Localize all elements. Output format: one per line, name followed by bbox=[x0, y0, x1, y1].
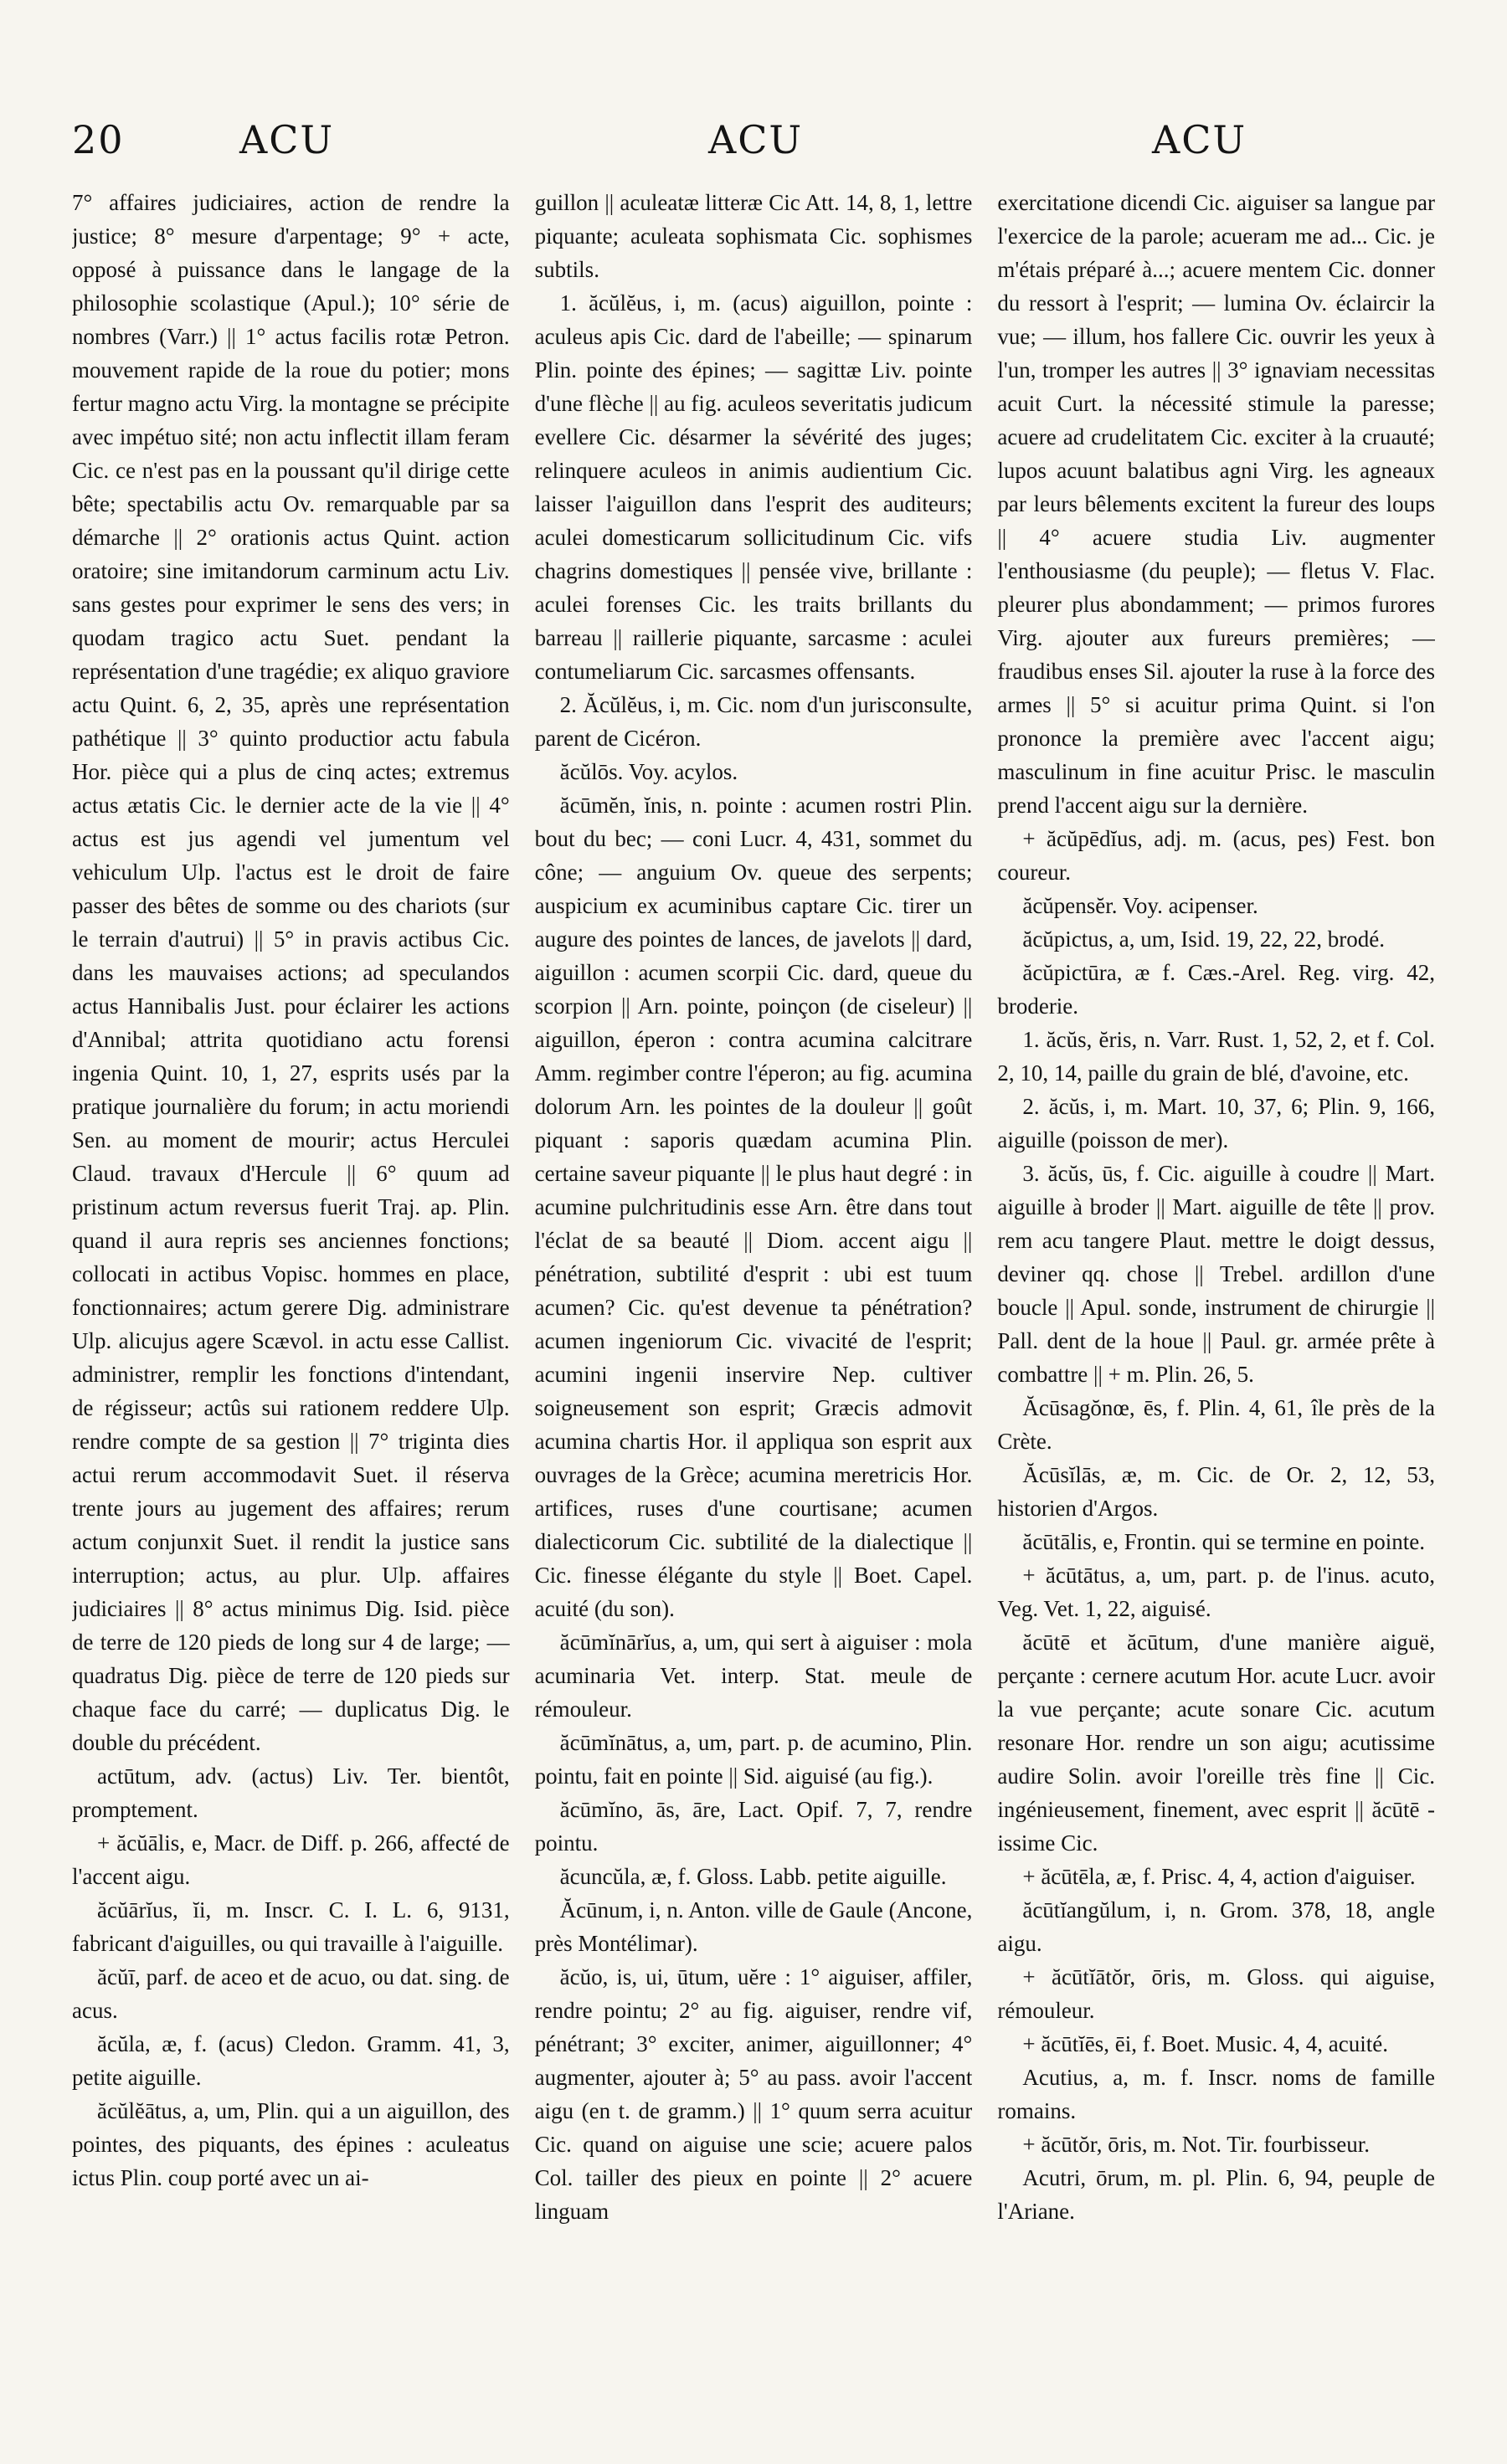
dictionary-entry: ăcūmĕn, ĭnis, n. pointe : acumen rostri Plin. bout du bec; — coni Lucr. 4, 431, sommet du cône; — anguium Ov. queue des serpents; auspicium ex acuminibus captare Cic. tirer un augure des pointes de lances, de javelots || dard, aiguillon : acumen scorpii Cic. dard, queue du scorpion || Arn. pointe, poinçon (de ciseleur) || aiguillon, éperon : contra acumina calcitrare Amm. regimber contre l'éperon; au fig. acumina dolorum Arn. les pointes de la douleur || goût piquant : saporis quædam acumina Plin. certaine saveur piquante || le plus haut degré : in acumine pulchritudinis esse Arn. être dans tout l'éclat de sa beauté || Diom. accent aigu || pénétration, subtilité d'esprit : ubi est tuum acumen? Cic. qu'est devenue ta pénétration? acumen ingeniorum Cic. vivacité de l'esprit; acumini ingenii inservire Nep. cultiver soigneusement son esprit; Græcis admovit acumina chartis Hor. il appliqua son esprit aux ouvrages de la Grèce; acumina meretricis Hor. artifices, ruses d'une courtisane; acumen dialecticorum Cic. subtilité de la dialectique || Cic. finesse élégante du style || Boet. Capel. acuité (du son). bbox=[534, 793, 973, 1621]
dictionary-entry: ăcŭī, parf. de aceo et de acuo, ou dat. sing. de acus. bbox=[72, 1964, 510, 2023]
continued-text: 7° affaires judiciaires, action de rendre la justice; 8° mesure d'arpentage; 9° + acte, opposé à puissance dans le langage de la philosophie scolastique (Apul.); 10° série de nombres (Varr.) || 1° actus facilis rotæ Petron. mouvement rapide de la roue du potier; mons fertur magno actu Virg. la montagne se précipite avec impétuo sité; non actu inflectit illam feram Cic. ce n'est pas en la poussant qu'il dirige cette bête; spectabilis actu Ov. remarquable par sa démarche || 2° orationis actus Quint. action oratoire; sine imitandorum carminum actu Liv. sans gestes pour exprimer le sens des vers; in quodam tragico actu Suet. pendant la représentation d'une tragédie; ex aliquo graviore actu Quint. 6, 2, 35, après une représentation pathétique || 3° quinto productior actu fabula Hor. pièce qui a plus de cinq actes; extremus actus ætatis Cic. le dernier acte de la vie || 4° actus est jus agendi vel jumentum vel vehiculum Ulp. l'actus est le droit de faire passer des bêtes de somme ou des chariots (sur le terrain d'autrui) || 5° in pravis actibus Cic. dans les mauvaises actions; ad speculandos actus Hannibalis Just. pour éclairer les actions d'Annibal; attrita quotidiano actu forensi ingenia Quint. 10, 1, 27, esprits usés par la pratique journalière du forum; in actu moriendi Sen. au moment de mourir; actus Herculei Claud. travaux d'Hercule || 6° quum ad pristinum actum reversus fuerit Traj. ap. Plin. quand il aura repris ses anciennes fonctions; collocati in actibus Vopisc. hommes en place, fonctionnaires; actum gerere Dig. administrare Ulp. alicujus agere Scævol. in actu esse Callist. administrer, remplir les fonctions d'intendant, de régisseur; actûs sui rationem reddere Ulp. rendre compte de sa gestion || 7° triginta dies actui rerum accommodavit Suet. il réserva trente jours au jugement des affaires; rerum actum conjunxit Suet. il rendit la justice sans interruption; actus, au plur. Ulp. affaires judiciaires || 8° actus minimus Dig. Isid. pièce de terre de 120 pieds de long sur 4 de large; — quadratus Dig. pièce de terre de 120 pieds sur chaque face du carré; — duplicatus Dig. le double du précédent. bbox=[72, 190, 510, 1755]
dictionary-entry: ăcūtālis, e, Frontin. qui se termine en pointe. bbox=[1022, 1529, 1425, 1554]
dictionary-entry: ăcūmĭnātus, a, um, part. p. de acumino, Plin. pointu, fait en pointe || Sid. aiguisé (au fig.). bbox=[534, 1730, 973, 1789]
dictionary-entry: + ăcūtēla, æ, f. Prisc. 4, 4, action d'aiguiser. bbox=[1022, 1864, 1416, 1889]
dictionary-entry: + ăcūtŏr, ōris, m. Not. Tir. fourbisseur. bbox=[1022, 2132, 1370, 2157]
continued-text: exercitatione dicendi Cic. aiguiser sa langue par l'exercice de la parole; acueram me ad... Cic. je m'étais préparé à...; acuere mentem Cic. donner du ressort à l'esprit; — lumina Ov. éclaircir la vue; — illum, hos fallere Cic. ouvrir les yeux à l'un, tromper les autres || 3° ignaviam necessitas acuit Curt. la nécessité stimule la paresse; acuere ad crudelitatem Cic. exciter à la cruauté; lupos acuunt balatibus agni Virg. les agneaux par leurs bêlements excitent la fureur des loups || 4° acuere studia Liv. augmenter l'enthousiasme (du peuple); — fletus V. Flac. pleurer plus abondamment; — primos furores Virg. ajouter aux fureurs premières; — fraudibus enses Sil. ajouter la ruse à la force des armes || 5° si acuitur prima Quint. si l'on prononce la première avec l'accent aigu; masculinum in fine acuitur Prisc. le masculin prend l'accent aigu sur la dernière. bbox=[997, 190, 1436, 818]
dictionary-entry: Acutius, a, m. f. Inscr. noms de famille romains. bbox=[997, 2065, 1436, 2123]
column-middle bbox=[535, 186, 973, 2437]
dictionary-entry: + ăcūtĭēs, ēi, f. Boet. Music. 4, 4, acuité. bbox=[1022, 2031, 1388, 2056]
continued-text: guillon || aculeatæ litteræ Cic Att. 14, 8, 1, lettre piquante; aculeata sophismata Cic. sophismes subtils. bbox=[534, 190, 973, 282]
dictionary-entry: 2. ăcŭs, i, m. Mart. 10, 37, 6; Plin. 9, 166, aiguille (poisson de mer). bbox=[997, 1094, 1436, 1152]
dictionary-entry: ăcŭlĕātus, a, um, Plin. qui a un aiguillon, des pointes, des piquants, des épines : aculeatus ictus Plin. coup porté avec un ai- bbox=[72, 2098, 510, 2190]
dictionary-entry: ăcūmĭnārĭus, a, um, qui sert à aiguiser : mola acuminaria Vet. interp. Stat. meule de rémouleur. bbox=[534, 1630, 973, 1722]
dictionary-entry: ăcŭlōs. Voy. acylos. bbox=[559, 759, 738, 784]
text-columns bbox=[72, 186, 1435, 2437]
dictionary-entry: + ăcŭālis, e, Macr. de Diff. p. 266, affecté de l'accent aigu. bbox=[72, 1830, 510, 1889]
dictionary-entry: 1. ăcŭs, ĕris, n. Varr. Rust. 1, 52, 2, et f. Col. 2, 10, 14, paille du grain de blé, d'avoine, etc. bbox=[997, 1027, 1436, 1086]
dictionary-entry: ăcūmĭno, ās, āre, Lact. Opif. 7, 7, rendre pointu. bbox=[534, 1797, 973, 1856]
dictionary-entry: ăcŭpictūra, æ f. Cæs.-Arel. Reg. virg. 42, broderie. bbox=[997, 960, 1436, 1019]
dictionary-entry: ăcūtē et ăcūtum, d'une manière aiguë, perçante : cernere acutum Hor. acute Lucr. avoir la vue perçante; acute sonare Cic. acutum resonare Hor. rendre un son aigu; acutissime audire Solin. avoir l'oreille très fine || Cic. ingénieusement, finement, avec esprit || ăcūtē -issime Cic. bbox=[997, 1630, 1436, 1856]
page-number: 20 bbox=[72, 117, 125, 162]
dictionary-entry: Ăcūsĭlās, æ, m. Cic. de Or. 2, 12, 53, historien d'Argos. bbox=[997, 1462, 1436, 1521]
dictionary-entry: ăcŭārĭus, ĭi, m. Inscr. C. I. L. 6, 9131, fabricant d'aiguilles, ou qui travaille à l'aiguille. bbox=[72, 1897, 510, 1956]
dictionary-entry: ăcŭpictus, a, um, Isid. 19, 22, 22, brodé. bbox=[1022, 927, 1386, 952]
header-word-center: ACU bbox=[708, 117, 804, 162]
running-header bbox=[72, 117, 1435, 176]
dictionary-entry: Acutri, ōrum, m. pl. Plin. 6, 94, peuple de l'Ariane. bbox=[997, 2165, 1436, 2224]
dictionary-entry: ăcŭo, is, ui, ūtum, uĕre : 1° aiguiser, affiler, rendre pointu; 2° au fig. aiguiser, rendre vif, pénétrant; 3° exciter, animer, aiguillonner; 4° augmenter, ajouter à; 5° au pass. avoir l'accent aigu (en t. de gramm.) || 1° quum serra acuitur Cic. quand on aiguise une scie; acuere palos Col. tailler des pieux en pointe || 2° acuere linguam bbox=[534, 1964, 973, 2224]
dictionary-entry: + ăcūtĭātŏr, ōris, m. Gloss. qui aiguise, rémouleur. bbox=[997, 1964, 1436, 2023]
column-left bbox=[72, 186, 510, 2437]
dictionary-entry: + ăcŭpēdĭus, adj. m. (acus, pes) Fest. bon coureur. bbox=[997, 826, 1436, 885]
dictionary-entry: + ăcūtātus, a, um, part. p. de l'inus. acuto, Veg. Vet. 1, 22, aiguisé. bbox=[997, 1563, 1436, 1621]
dictionary-entry: ăcūtĭangŭlum, i, n. Grom. 378, 18, angle aigu. bbox=[997, 1897, 1436, 1956]
dictionary-entry: 3. ăcŭs, ūs, f. Cic. aiguille à coudre || Mart. aiguille à broder || Mart. aiguille de tête || prov. rem acu tangere Plaut. mettre le doigt dessus, deviner qq. chose || Trebel. ardillon d'une boucle || Apul. sonde, instrument de chirurgie || Pall. dent de la houe || Paul. gr. armée prête à combattre || + m. Plin. 26, 5. bbox=[997, 1161, 1436, 1387]
dictionary-entry: ăcŭpensĕr. Voy. acipenser. bbox=[1022, 893, 1258, 918]
dictionary-entry: ăcŭla, æ, f. (acus) Cledon. Gramm. 41, 3, petite aiguille. bbox=[72, 2031, 510, 2090]
dictionary-entry: 1. ăcŭlĕus, i, m. (acus) aiguillon, pointe : aculeus apis Cic. dard de l'abeille; — spinarum Plin. pointe des épines; — sagittæ Liv. pointe d'une flèche || au fig. aculeos severitatis judicum evellere Cic. désarmer la sévérité des juges; relinquere aculeos in animis audientium Cic. laisser l'aiguillon dans l'esprit des auditeurs; aculei domesticarum sollicitudinum Cic. vifs chagrins domestiques || pensée vive, brillante : aculei forenses Cic. les traits brillants du barreau || raillerie piquante, sarcasme : aculei contumeliarum Cic. sarcasmes offensants. bbox=[534, 290, 973, 684]
dictionary-entry: Ăcūsagŏnœ, ēs, f. Plin. 4, 61, île près de la Crète. bbox=[997, 1395, 1436, 1454]
header-word-right: ACU bbox=[1152, 117, 1247, 162]
header-word-left: ACU bbox=[239, 117, 335, 162]
column-right bbox=[997, 186, 1435, 2437]
dictionary-entry: actūtum, adv. (actus) Liv. Ter. bientôt, promptement. bbox=[72, 1763, 510, 1822]
dictionary-entry: ăcuncŭla, æ, f. Gloss. Labb. petite aiguille. bbox=[559, 1864, 947, 1889]
dictionary-entry: Ăcūnum, i, n. Anton. ville de Gaule (Ancone, près Montélimar). bbox=[534, 1897, 973, 1956]
dictionary-entry: 2. Ăcŭlĕus, i, m. Cic. nom d'un jurisconsulte, parent de Cicéron. bbox=[534, 692, 973, 751]
